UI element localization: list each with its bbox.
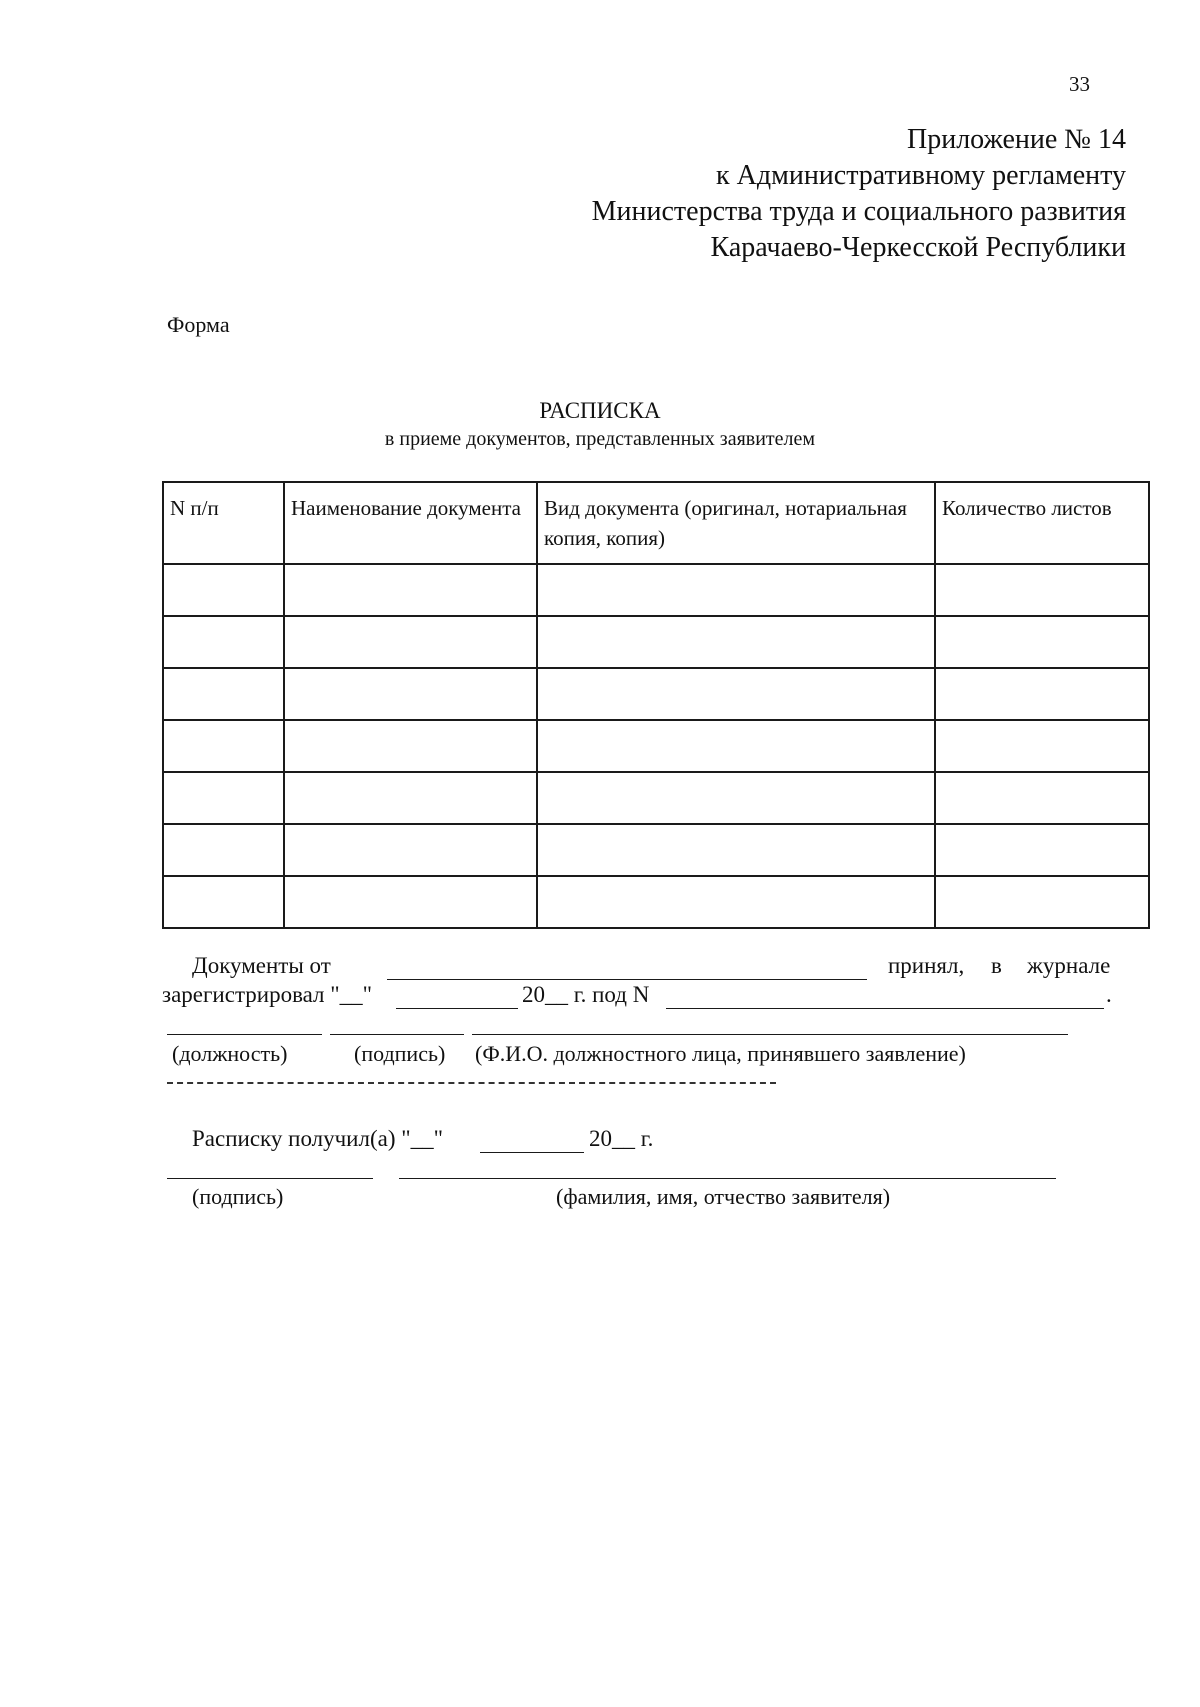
- documents-from-label: Документы от: [192, 953, 331, 978]
- official-fio-field[interactable]: [472, 1034, 1068, 1035]
- table-cell[interactable]: [284, 772, 537, 824]
- table-row: [163, 564, 1149, 616]
- table-cell[interactable]: [163, 668, 284, 720]
- table-cell[interactable]: [284, 668, 537, 720]
- table-cell[interactable]: [284, 564, 537, 616]
- table-cell[interactable]: [537, 616, 935, 668]
- table-row: [163, 824, 1149, 876]
- table-cell[interactable]: [537, 668, 935, 720]
- table-cell[interactable]: [935, 616, 1149, 668]
- table-header-row: [163, 482, 1149, 564]
- registration-year-label: 20__ г. под N: [522, 982, 650, 1007]
- document-subtitle: в приеме документов, представленных заявителем: [384, 428, 816, 450]
- table-cell[interactable]: [935, 720, 1149, 772]
- position-field[interactable]: [167, 1034, 322, 1035]
- cut-line: [167, 1082, 776, 1084]
- appendix-ministry: Министерства труда и социального развития: [591, 196, 1126, 227]
- table-cell[interactable]: [163, 824, 284, 876]
- header-sheet-count: Количество листов: [935, 482, 1149, 564]
- table-cell[interactable]: [935, 824, 1149, 876]
- table-cell[interactable]: [284, 876, 537, 928]
- table-cell[interactable]: [284, 720, 537, 772]
- table-cell[interactable]: [284, 824, 537, 876]
- table-cell[interactable]: [284, 616, 537, 668]
- table-cell[interactable]: [537, 720, 935, 772]
- table-cell[interactable]: [537, 824, 935, 876]
- table-row: [163, 876, 1149, 928]
- table-cell[interactable]: [935, 668, 1149, 720]
- form-label: Форма: [167, 312, 230, 337]
- table-row: [163, 616, 1149, 668]
- table-cell[interactable]: [163, 720, 284, 772]
- journal-number-field[interactable]: [666, 1008, 1104, 1009]
- table-cell[interactable]: [537, 876, 935, 928]
- table-cell[interactable]: [935, 772, 1149, 824]
- registration-period: .: [1106, 982, 1112, 1007]
- registration-month-field[interactable]: [396, 1008, 518, 1009]
- table-cell[interactable]: [537, 772, 935, 824]
- table-row: [163, 668, 1149, 720]
- registered-label: зарегистрировал "__": [162, 982, 373, 1007]
- appendix-header: [592, 122, 1126, 266]
- table-row: [163, 720, 1149, 772]
- header-number: N п/п: [163, 482, 284, 564]
- appendix-number: Приложение № 14: [907, 124, 1126, 155]
- applicant-signature-label: (подпись): [192, 1184, 284, 1209]
- applicant-signature-field[interactable]: [167, 1178, 373, 1179]
- document-title: РАСПИСКА: [539, 398, 661, 423]
- journal-label: журнале: [1027, 953, 1111, 978]
- table-cell[interactable]: [163, 772, 284, 824]
- signature-label: (подпись): [354, 1041, 446, 1066]
- table-cell[interactable]: [935, 564, 1149, 616]
- in-label: в: [991, 953, 1002, 978]
- signature-field[interactable]: [330, 1034, 464, 1035]
- table-cell[interactable]: [163, 616, 284, 668]
- table-cell[interactable]: [163, 876, 284, 928]
- header-document-type: Вид документа (оригинал, нотариальная копия, копия): [537, 482, 935, 564]
- receipt-month-field[interactable]: [480, 1152, 584, 1153]
- table-cell[interactable]: [935, 876, 1149, 928]
- documents-table: [162, 481, 1150, 929]
- accepted-label: принял,: [888, 953, 965, 978]
- page-number: 33: [1069, 72, 1090, 96]
- receipt-year-label: 20__ г.: [589, 1126, 654, 1151]
- applicant-fio-field[interactable]: [399, 1178, 1056, 1179]
- applicant-fio-label: (фамилия, имя, отчество заявителя): [556, 1184, 891, 1209]
- table-cell[interactable]: [163, 564, 284, 616]
- official-fio-label: (Ф.И.О. должностного лица, принявшего заявление): [475, 1041, 966, 1066]
- applicant-name-field[interactable]: [387, 979, 867, 980]
- appendix-regulation: к Административному регламенту: [716, 160, 1126, 191]
- position-label: (должность): [172, 1041, 288, 1066]
- header-document-name: Наименование документа: [284, 482, 537, 564]
- table-row: [163, 772, 1149, 824]
- table-cell[interactable]: [537, 564, 935, 616]
- receipt-received-label: Расписку получил(а) "__": [192, 1126, 444, 1151]
- appendix-republic: Карачаево-Черкесской Республики: [710, 232, 1126, 263]
